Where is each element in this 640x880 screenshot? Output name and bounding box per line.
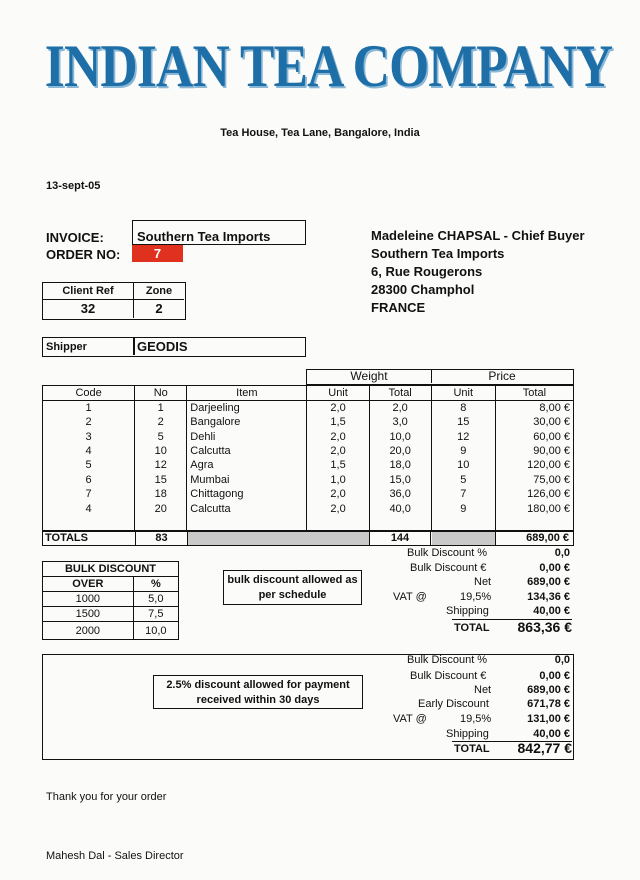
bulk-eur-value: 0,00 €	[539, 562, 570, 574]
cell-no: 5	[135, 429, 187, 443]
vat-label-2: VAT @	[393, 713, 427, 725]
vat-label: VAT @	[393, 591, 427, 603]
totals-no: 83	[135, 532, 187, 545]
cell-item: Calcutta	[187, 501, 307, 515]
early-discount-label: Early Discount	[418, 698, 489, 710]
totals-price: 689,00 €	[495, 532, 572, 545]
cell-weight-unit: 2,0	[307, 429, 369, 443]
bulk-eur-value-2: 0,00 €	[539, 670, 570, 682]
table-spacer-row	[43, 516, 574, 531]
cell-price-unit: 9	[431, 444, 495, 458]
cell-no: 18	[135, 487, 187, 501]
cell-weight-total: 2,0	[369, 401, 431, 416]
shipper-value: GEODIS	[137, 339, 188, 354]
items-table	[42, 385, 574, 531]
cell-price-unit: 15	[431, 415, 495, 429]
bulk-pct: 7,5	[133, 607, 178, 622]
vat-value-2: 131,00 €	[527, 713, 570, 725]
col-code: Code	[43, 386, 135, 401]
total-value-2: 842,77 €	[517, 740, 572, 756]
cell-weight-total: 15,0	[369, 473, 431, 487]
table-row	[43, 415, 574, 429]
table-row	[43, 473, 574, 487]
cell-code: 4	[43, 501, 135, 515]
bulk-pct-value-2: 0,0	[554, 654, 570, 666]
totals-row	[42, 531, 574, 546]
bulk-over: 1500	[43, 607, 134, 622]
net-label-2: Net	[474, 684, 492, 696]
cell-weight-total: 40,0	[369, 501, 431, 515]
col-price-unit: Unit	[431, 386, 495, 401]
zone-label: Zone	[134, 283, 184, 300]
cell-price-total: 8,00 €	[539, 402, 570, 414]
cell-price-unit: 5	[431, 473, 495, 487]
table-row	[43, 444, 574, 458]
cell-weight-total: 18,0	[369, 458, 431, 472]
bulk-eur-label: Bulk Discount €	[410, 562, 487, 574]
cell-price-unit: 10	[431, 458, 495, 472]
client-ref-value: 32	[43, 300, 134, 318]
early-discount-value: 671,78 €	[527, 698, 570, 710]
cell-price-total: 30,00 €	[533, 416, 570, 429]
cell-no: 2	[135, 415, 187, 429]
recipient-line: Madeleine CHAPSAL - Chief Buyer	[371, 228, 585, 243]
cell-code: 6	[43, 473, 135, 487]
cell-no: 20	[135, 501, 187, 515]
vat-rate: 19,5%	[460, 591, 492, 603]
cell-price-unit: 9	[431, 501, 495, 515]
cell-no: 10	[135, 444, 187, 458]
cell-item: Bangalore	[187, 415, 307, 429]
totals-label: TOTALS	[45, 532, 88, 544]
cell-no: 12	[135, 458, 187, 472]
vat-rate-2: 19,5%	[460, 713, 492, 725]
bulk-pct-label-2: Bulk Discount %	[407, 654, 488, 666]
cell-item: Chittagong	[187, 487, 307, 501]
col-price-total: Total	[495, 386, 573, 401]
thank-you-note: Thank you for your order	[46, 791, 167, 803]
cell-weight-total: 20,0	[369, 444, 431, 458]
shipper-label: Shipper	[46, 341, 87, 353]
weight-group-label: Weight	[307, 370, 432, 383]
recipient-line: 28300 Champhol	[371, 282, 475, 297]
cell-price-total: 120,00 €	[527, 459, 570, 472]
cell-weight-total: 36,0	[369, 487, 431, 501]
shipping-label-2: Shipping	[446, 728, 489, 740]
col-no: No	[135, 386, 187, 401]
cell-code: 7	[43, 487, 135, 501]
cell-weight-total: 10,0	[369, 429, 431, 443]
bulk-eur-label-2: Bulk Discount €	[410, 670, 487, 682]
signature: Mahesh Dal - Sales Director	[46, 850, 184, 862]
recipient-line: FRANCE	[371, 300, 426, 315]
price-group-label: Price	[488, 369, 516, 383]
total-label-2: TOTAL	[454, 743, 490, 755]
bulk-pct: 10,0	[145, 624, 167, 637]
cell-code: 1	[43, 401, 135, 416]
company-name: INDIAN TEA COMPANY	[44, 33, 613, 99]
invoice-value: Southern Tea Imports	[132, 220, 306, 245]
table-header-row	[43, 386, 574, 401]
bulk-col-over: OVER	[43, 577, 134, 592]
vat-value: 134,36 €	[527, 591, 570, 603]
order-number: 7	[132, 245, 183, 262]
company-address: Tea House, Tea Lane, Bangalore, India	[220, 127, 420, 139]
cell-weight-unit: 1,0	[307, 473, 369, 487]
invoice-label: INVOICE:	[46, 230, 104, 245]
totals-weight: 144	[369, 532, 431, 545]
cell-price-total: 126,00 €	[527, 488, 570, 501]
cell-weight-unit: 2,0	[307, 501, 369, 515]
cell-price-total: 180,00 €	[527, 502, 570, 515]
cell-weight-total: 3,0	[369, 415, 431, 429]
cell-weight-unit: 2,0	[307, 401, 369, 416]
total-label: TOTAL	[454, 622, 490, 634]
cell-price-total: 60,00 €	[533, 430, 570, 443]
bulk-discount-table	[42, 561, 179, 640]
col-weight-total: Total	[369, 386, 431, 401]
net-value-2: 689,00 €	[527, 684, 570, 696]
recipient-line: 6, Rue Rougerons	[371, 264, 483, 279]
cell-weight-unit: 1,5	[307, 458, 369, 472]
cell-code: 3	[43, 429, 135, 443]
cell-weight-unit: 2,0	[307, 487, 369, 501]
cell-weight-unit: 1,5	[307, 415, 369, 429]
totals-shaded	[187, 532, 369, 545]
cell-price-total: 90,00 €	[533, 444, 570, 457]
shipping-value: 40,00 €	[533, 605, 570, 617]
bulk-pct-value: 0,0	[554, 547, 570, 559]
table-row	[43, 458, 574, 472]
early-payment-note: 2.5% discount allowed for payment received within 30 days	[153, 675, 363, 709]
cell-no: 15	[135, 473, 187, 487]
totals-shaded-2	[432, 532, 495, 545]
table-row	[43, 429, 574, 443]
shipping-value-2: 40,00 €	[533, 728, 570, 740]
bulk-over: 2000	[43, 622, 134, 640]
shipper-divider	[133, 338, 135, 355]
cell-no: 1	[135, 401, 187, 416]
cell-price-unit: 8	[431, 401, 495, 416]
cell-price-unit: 12	[431, 429, 495, 443]
col-item: Item	[187, 386, 307, 401]
cell-item: Agra	[187, 458, 307, 472]
cell-item: Calcutta	[187, 444, 307, 458]
invoice-date: 13-sept-05	[46, 180, 101, 192]
shipping-label: Shipping	[446, 605, 489, 617]
cell-weight-unit: 2,0	[307, 444, 369, 458]
table-row	[43, 401, 574, 416]
bulk-title: BULK DISCOUNT	[43, 562, 179, 577]
recipient-address	[371, 227, 585, 317]
cell-item: Dehli	[187, 429, 307, 443]
bulk-col-pct: %	[133, 577, 178, 592]
bulk-note: bulk discount allowed as per schedule	[223, 570, 362, 605]
cell-price-unit: 7	[431, 487, 495, 501]
client-ref-label: Client Ref	[43, 283, 134, 300]
cell-item: Mumbai	[187, 473, 307, 487]
net-label: Net	[474, 576, 492, 588]
cell-item: Darjeeling	[187, 401, 307, 416]
net-value: 689,00 €	[527, 576, 570, 588]
group-header	[306, 369, 574, 385]
cell-code: 2	[43, 415, 135, 429]
order-label: ORDER NO:	[46, 247, 121, 262]
recipient-line: Southern Tea Imports	[371, 246, 505, 261]
bulk-pct-label: Bulk Discount %	[407, 547, 488, 559]
total-value: 863,36 €	[517, 619, 572, 635]
table-row	[43, 501, 574, 515]
client-ref-box	[42, 282, 186, 320]
cell-price-total: 75,00 €	[533, 473, 570, 486]
table-row	[43, 487, 574, 501]
cell-code: 4	[43, 444, 135, 458]
col-weight-unit: Unit	[307, 386, 369, 401]
bulk-pct: 5,0	[133, 592, 178, 607]
cell-code: 5	[43, 458, 135, 472]
bulk-over: 1000	[43, 592, 134, 607]
zone-value: 2	[155, 301, 163, 316]
shipper-box	[42, 337, 306, 357]
